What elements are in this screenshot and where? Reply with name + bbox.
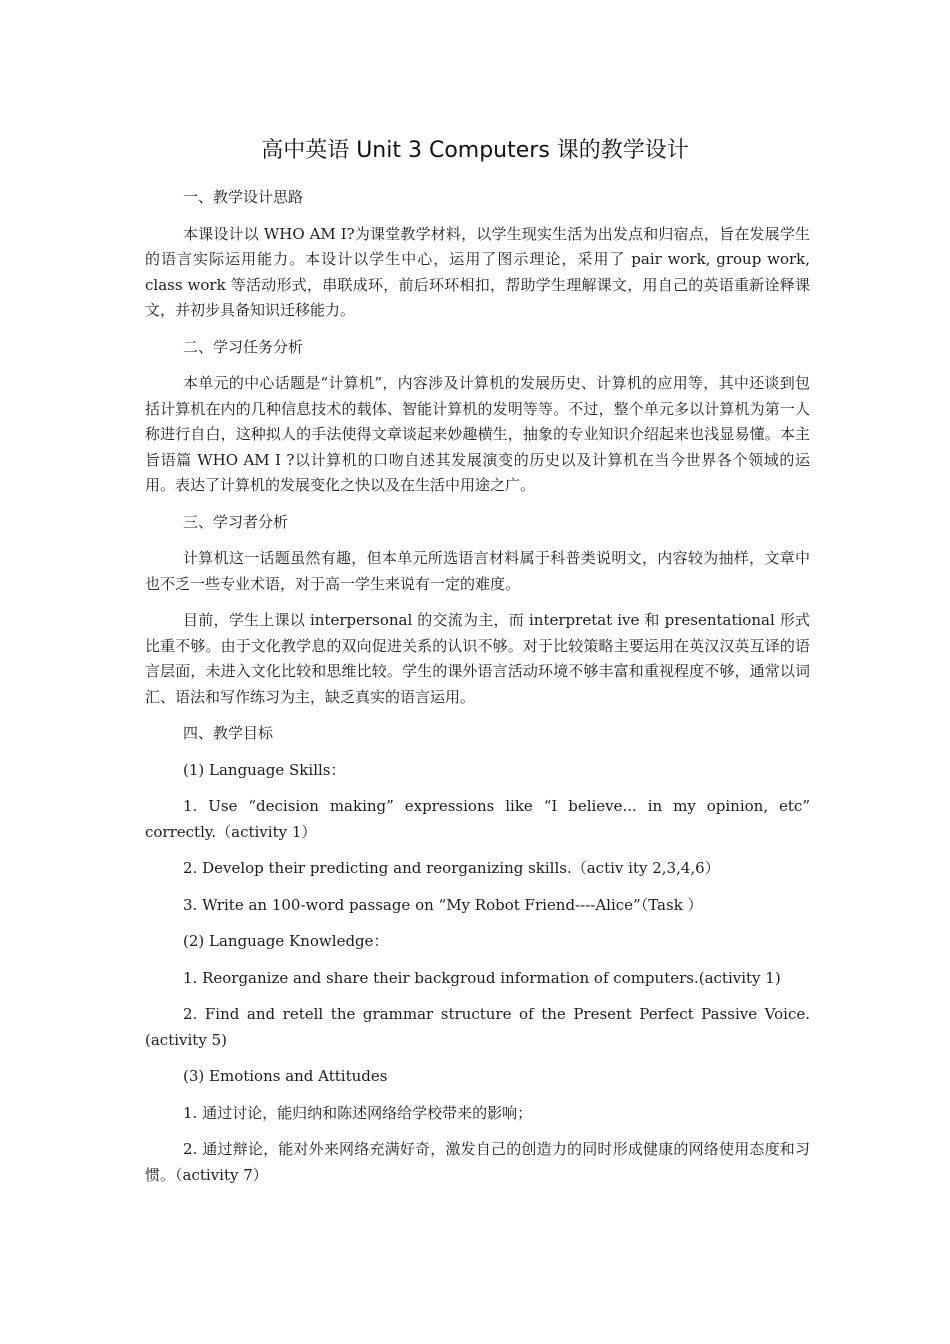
section-heading-design-idea: 一、教学设计思路 — [183, 188, 304, 206]
objective-item: 2. 通过辩论，能对外来网络充满好奇，激发自己的创造力的同时形成健康的网络使用态度和习惯。（activity 7） — [145, 1140, 810, 1184]
objective-item: 2. Develop their predicting and reorganizing skills.（activ ity 2,3,4,6） — [183, 859, 720, 877]
paragraph-learner-analysis-1: 计算机这一话题虽然有趣，但本单元所选语言材料属于科普类说明文，内容较为抽样，文章中也不乏一些专业术语，对于高一学生来说有一定的难度。 — [145, 549, 810, 593]
section-heading-objectives: 四、教学目标 — [183, 724, 274, 742]
objective-item: 1. 通过讨论，能归纳和陈述网络给学校带来的影响； — [183, 1103, 533, 1122]
document-title: 高中英语 Unit 3 Computers 课的教学设计 — [261, 138, 689, 163]
paragraph-design-idea: 本课设计以 WHO AM I?为课堂教学材料，以学生现实生活为出发点和归宿点，旨在发展学生的语言实际运用能力。本设计以学生中心，运用了图示理论，采用了 pair work, group work, class work 等活动形式，串联成环，前后环环相扣，帮助学生理解课文，用自己的英语重新诠释课文，并初步具备知识迁移能力。 — [145, 224, 810, 319]
subheading-language-skills: (1) Language Skills： — [183, 760, 346, 779]
paragraph-task-analysis: 本单元的中心话题是“计算机”，内容涉及计算机的发展历史、计算机的应用等，其中还谈到包括计算机在内的几种信息技术的载体、智能计算机的发明等等。不过，整个单元多以计算机为第一人称进行自白，这种拟人的手法使得文章谈起来妙趣横生，抽象的专业知识介绍起来也浅显易懂。本主旨语篇 WHO AM I ?以计算机的口吻自述其发展演变的历史以及计算机在当今世界各个领域的运用。表达了计算机的发展变化之快以及在生活中用途之广。 — [145, 374, 810, 494]
section-heading-task-analysis: 二、学习任务分析 — [183, 337, 304, 356]
subheading-language-knowledge: (2) Language Knowledge： — [183, 932, 389, 950]
document-body — [145, 185, 810, 1188]
objective-item: 1. Reorganize and share their backgroud information of computers.(activity 1) — [183, 968, 781, 987]
objective-item: 1. Use “decision making” expressions like “I believe... in my opinion, etc” correctly.（activity 1） — [145, 797, 810, 841]
paragraph-learner-analysis-2: 目前，学生上课以 interpersonal 的交流为主，而 interpretat ive 和 presentational 形式比重不够。由于文化教学息的双向促进关系的认识不够。对于比较策略主要运用在英汉汉英互译的语言层面，未进入文化比较和思维比较。学生的课外语言活动环境不够丰富和重视程度不够，通常以词汇、语法和写作练习为主，缺乏真实的语言运用。 — [145, 611, 810, 706]
objective-item: 2. Find and retell the grammar structure of the Present Perfect Passive Voice. (activity 5) — [145, 1005, 810, 1049]
section-heading-learner-analysis: 三、学习者分析 — [183, 512, 289, 531]
subheading-emotions-attitudes: (3) Emotions and Attitudes — [183, 1067, 388, 1085]
objective-item: 3. Write an 100-word passage on “My Robot Friend----Alice”（Task ） — [183, 895, 703, 914]
